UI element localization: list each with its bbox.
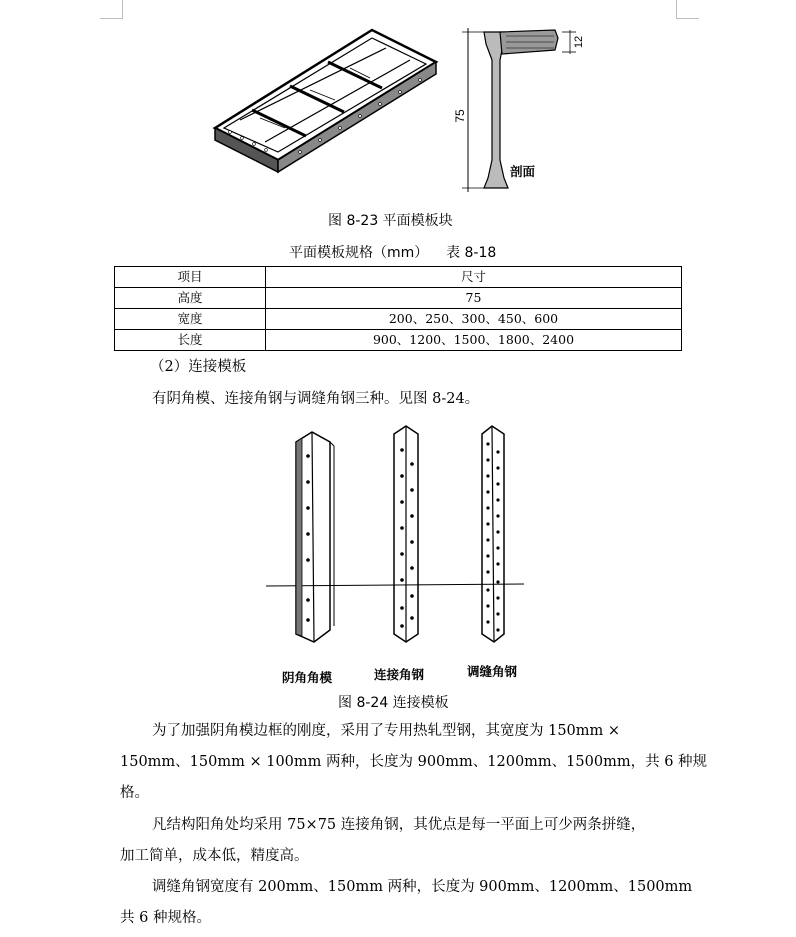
table-cell: 宽度 (115, 309, 266, 330)
figure-8-23-drawing (210, 20, 590, 200)
table-8-18 (114, 266, 682, 351)
section-label: 剖面 (510, 164, 536, 179)
frame-illustration (215, 30, 436, 172)
paragraph-line: 格。 (120, 785, 149, 801)
page-corner-mark-left (100, 0, 123, 19)
figure-8-23-caption: 图 8-23 平面模板块 (328, 213, 453, 229)
dim-height-label: 75 (453, 109, 467, 123)
paragraph-line: 为了加强阴角模边框的刚度，采用了专用热轧型钢，其宽度为 150mm × (152, 723, 621, 739)
page-corner-mark-right (676, 0, 699, 19)
adjusting-angle (482, 426, 504, 642)
section-heading: （2）连接模板 (150, 359, 247, 375)
table-header-cell: 项目 (115, 267, 266, 288)
label-inside-corner: 阴角角模 (282, 670, 333, 685)
inside-corner-template (296, 432, 334, 642)
table-cell: 长度 (115, 330, 266, 351)
paragraph-line: 150mm、150mm × 100mm 两种，长度为 900mm、1200mm、1500mm，共 6 种规 (120, 754, 708, 770)
table-cell: 75 (266, 288, 682, 309)
figure-8-24-caption: 图 8-24 连接模板 (338, 695, 449, 711)
section-intro: 有阴角模、连接角钢与调缝角钢三种。见图 8-24。 (152, 391, 480, 407)
paragraph-line: 凡结构阳角处均采用 75×75 连接角钢，其优点是每一平面上可少两条拼缝， (152, 817, 646, 833)
paragraph-2 (120, 810, 680, 872)
label-adjusting-angle: 调缝角钢 (467, 664, 518, 679)
table-header-cell: 尺寸 (266, 267, 682, 288)
table-row (115, 288, 682, 309)
connecting-angle (394, 426, 418, 642)
paragraph-line: 共 6 种规格。 (120, 910, 211, 926)
cut-line (266, 584, 524, 586)
table-8-18-title: 平面模板规格（mm） 表 8-18 (289, 245, 497, 261)
paragraph-line: 加工简单，成本低，精度高。 (120, 848, 309, 864)
table-cell: 900、1200、1500、1800、2400 (266, 330, 682, 351)
table-row (115, 330, 682, 351)
figure-8-24-drawing (262, 420, 532, 688)
paragraph-3 (120, 872, 693, 934)
paragraph-line: 调缝角钢宽度有 200mm、150mm 两种，长度为 900mm、1200mm、1500mm (152, 879, 693, 895)
label-connecting-angle: 连接角钢 (374, 667, 425, 682)
paragraph-1 (120, 716, 708, 809)
table-cell: 高度 (115, 288, 266, 309)
table-row (115, 309, 682, 330)
table-header-row (115, 267, 682, 288)
table-cell: 200、250、300、450、600 (266, 309, 682, 330)
dim-flange-label: 12 (573, 35, 585, 49)
